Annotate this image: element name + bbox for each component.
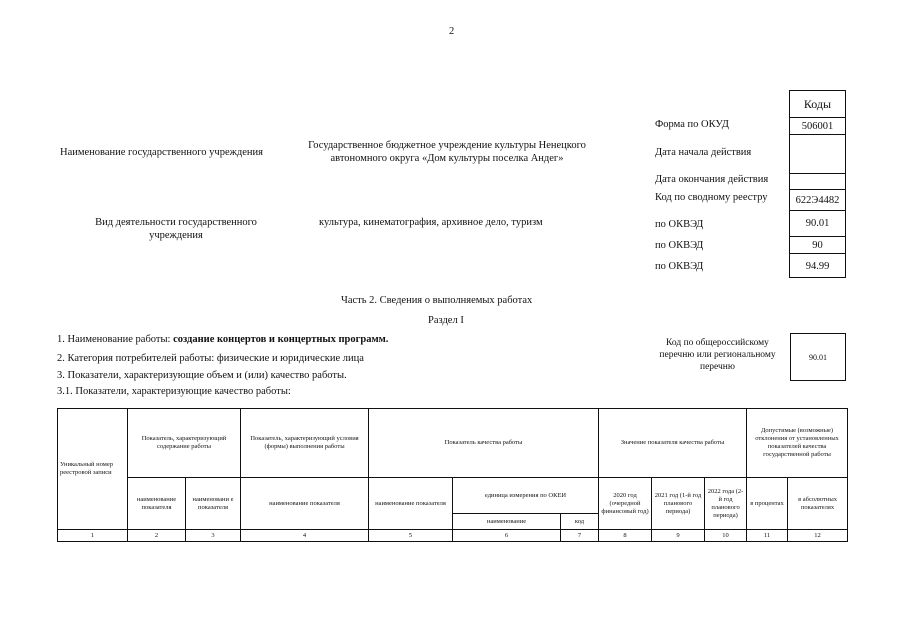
section-title: Раздел I <box>428 315 464 326</box>
col-num: 11 <box>747 530 788 542</box>
activity-value: культура, кинематография, архивное дело, туризм <box>319 217 543 228</box>
sub-percent: в процентах <box>747 478 788 530</box>
page-number: 2 <box>449 26 455 37</box>
label-registry: Код по сводному реестру <box>655 192 768 203</box>
part-title: Часть 2. Сведения о выполняемых работах <box>341 295 533 306</box>
codes-header: Коды <box>790 91 845 118</box>
institution-label: Наименование государственного учреждения <box>60 147 263 158</box>
label-okud: Форма по ОКУД <box>655 119 729 130</box>
sub-year-2020: 2020 год (очередной финансовый год) <box>599 478 652 530</box>
sub-unit-code: код <box>561 514 599 530</box>
label-end-date: Дата окончания действия <box>655 174 769 185</box>
code-okved-3: 94.99 <box>805 260 830 272</box>
h-conditions: Показатель, характеризующий условия (формы) выполнения работы <box>241 409 369 478</box>
code-start-date <box>790 135 845 174</box>
registry-label: Код по общероссийскому перечню или региональному перечню <box>659 338 776 372</box>
number-row <box>58 530 848 542</box>
col-num: 8 <box>599 530 652 542</box>
col-num: 7 <box>561 530 599 542</box>
registry-code-box <box>790 333 846 381</box>
codes-box <box>789 90 846 278</box>
col-num: 1 <box>58 530 128 542</box>
sub-unit-name: наименование <box>453 514 561 530</box>
sub-name-2: наименовани е показателя <box>186 478 241 530</box>
sub-name-3: наименование показателя <box>241 478 369 530</box>
code-okved-2: 90 <box>790 237 845 254</box>
label-okved-1: по ОКВЭД <box>655 219 704 230</box>
institution-value: Государственное бюджетное учреждение культуры Ненецкого автономного округа «Дом культуры поселка Андег» <box>308 140 586 164</box>
quality-table <box>57 408 848 542</box>
h-content: Показатель, характеризующий содержание работы <box>128 409 241 478</box>
h-unique: Уникальный номер реестровой записи <box>58 409 128 530</box>
code-registry: 622Э4482 <box>790 190 845 211</box>
code-okved-1: 90.01 <box>790 211 845 237</box>
col-num: 6 <box>453 530 561 542</box>
label-okved-2: по ОКВЭД <box>655 240 704 251</box>
sub-unit: единица измерения по ОКЕИ <box>453 478 599 514</box>
registry-code-value: 90.01 <box>809 352 827 362</box>
h-quality: Показатель качества работы <box>369 409 599 478</box>
sub-name-4: наименование показателя <box>369 478 453 530</box>
item-1-value: создание концертов и концертных программ. <box>173 334 389 345</box>
code-end-date <box>790 174 845 190</box>
item-1-prefix: 1. Наименование работы: <box>57 334 174 345</box>
col-num: 10 <box>705 530 747 542</box>
item-2: 2. Категория потребителей работы: физические и юридические лица <box>57 353 364 364</box>
activity-label: Вид деятельности государственного учреждения <box>95 217 257 241</box>
col-num: 12 <box>788 530 848 542</box>
item-3: 3. Показатели, характеризующие объем и (или) качество работы. <box>57 370 347 381</box>
sub-name-1: наименование показателя <box>128 478 186 530</box>
sub-year-2021: 2021 год (1-й год планового периода) <box>652 478 705 530</box>
header-row-2 <box>58 478 848 514</box>
sub-absolute: в абсолютных показателях <box>788 478 848 530</box>
item-1 <box>57 333 388 346</box>
header-row-1 <box>58 409 848 478</box>
sub-year-2022: 2022 года (2-й год планового периода) <box>705 478 747 530</box>
code-okud: 506001 <box>790 118 845 135</box>
h-deviation: Допустимые (возможные) отклонения от установленных показателей качества государственной работы <box>747 409 848 478</box>
col-num: 9 <box>652 530 705 542</box>
col-num: 4 <box>241 530 369 542</box>
h-value: Значение показателя качества работы <box>599 409 747 478</box>
col-num: 2 <box>128 530 186 542</box>
col-num: 3 <box>186 530 241 542</box>
item-3-1: 3.1. Показатели, характеризующие качество работы: <box>57 386 291 397</box>
label-start-date: Дата начала действия <box>655 147 752 158</box>
col-num: 5 <box>369 530 453 542</box>
label-okved-3: по ОКВЭД <box>655 261 704 272</box>
